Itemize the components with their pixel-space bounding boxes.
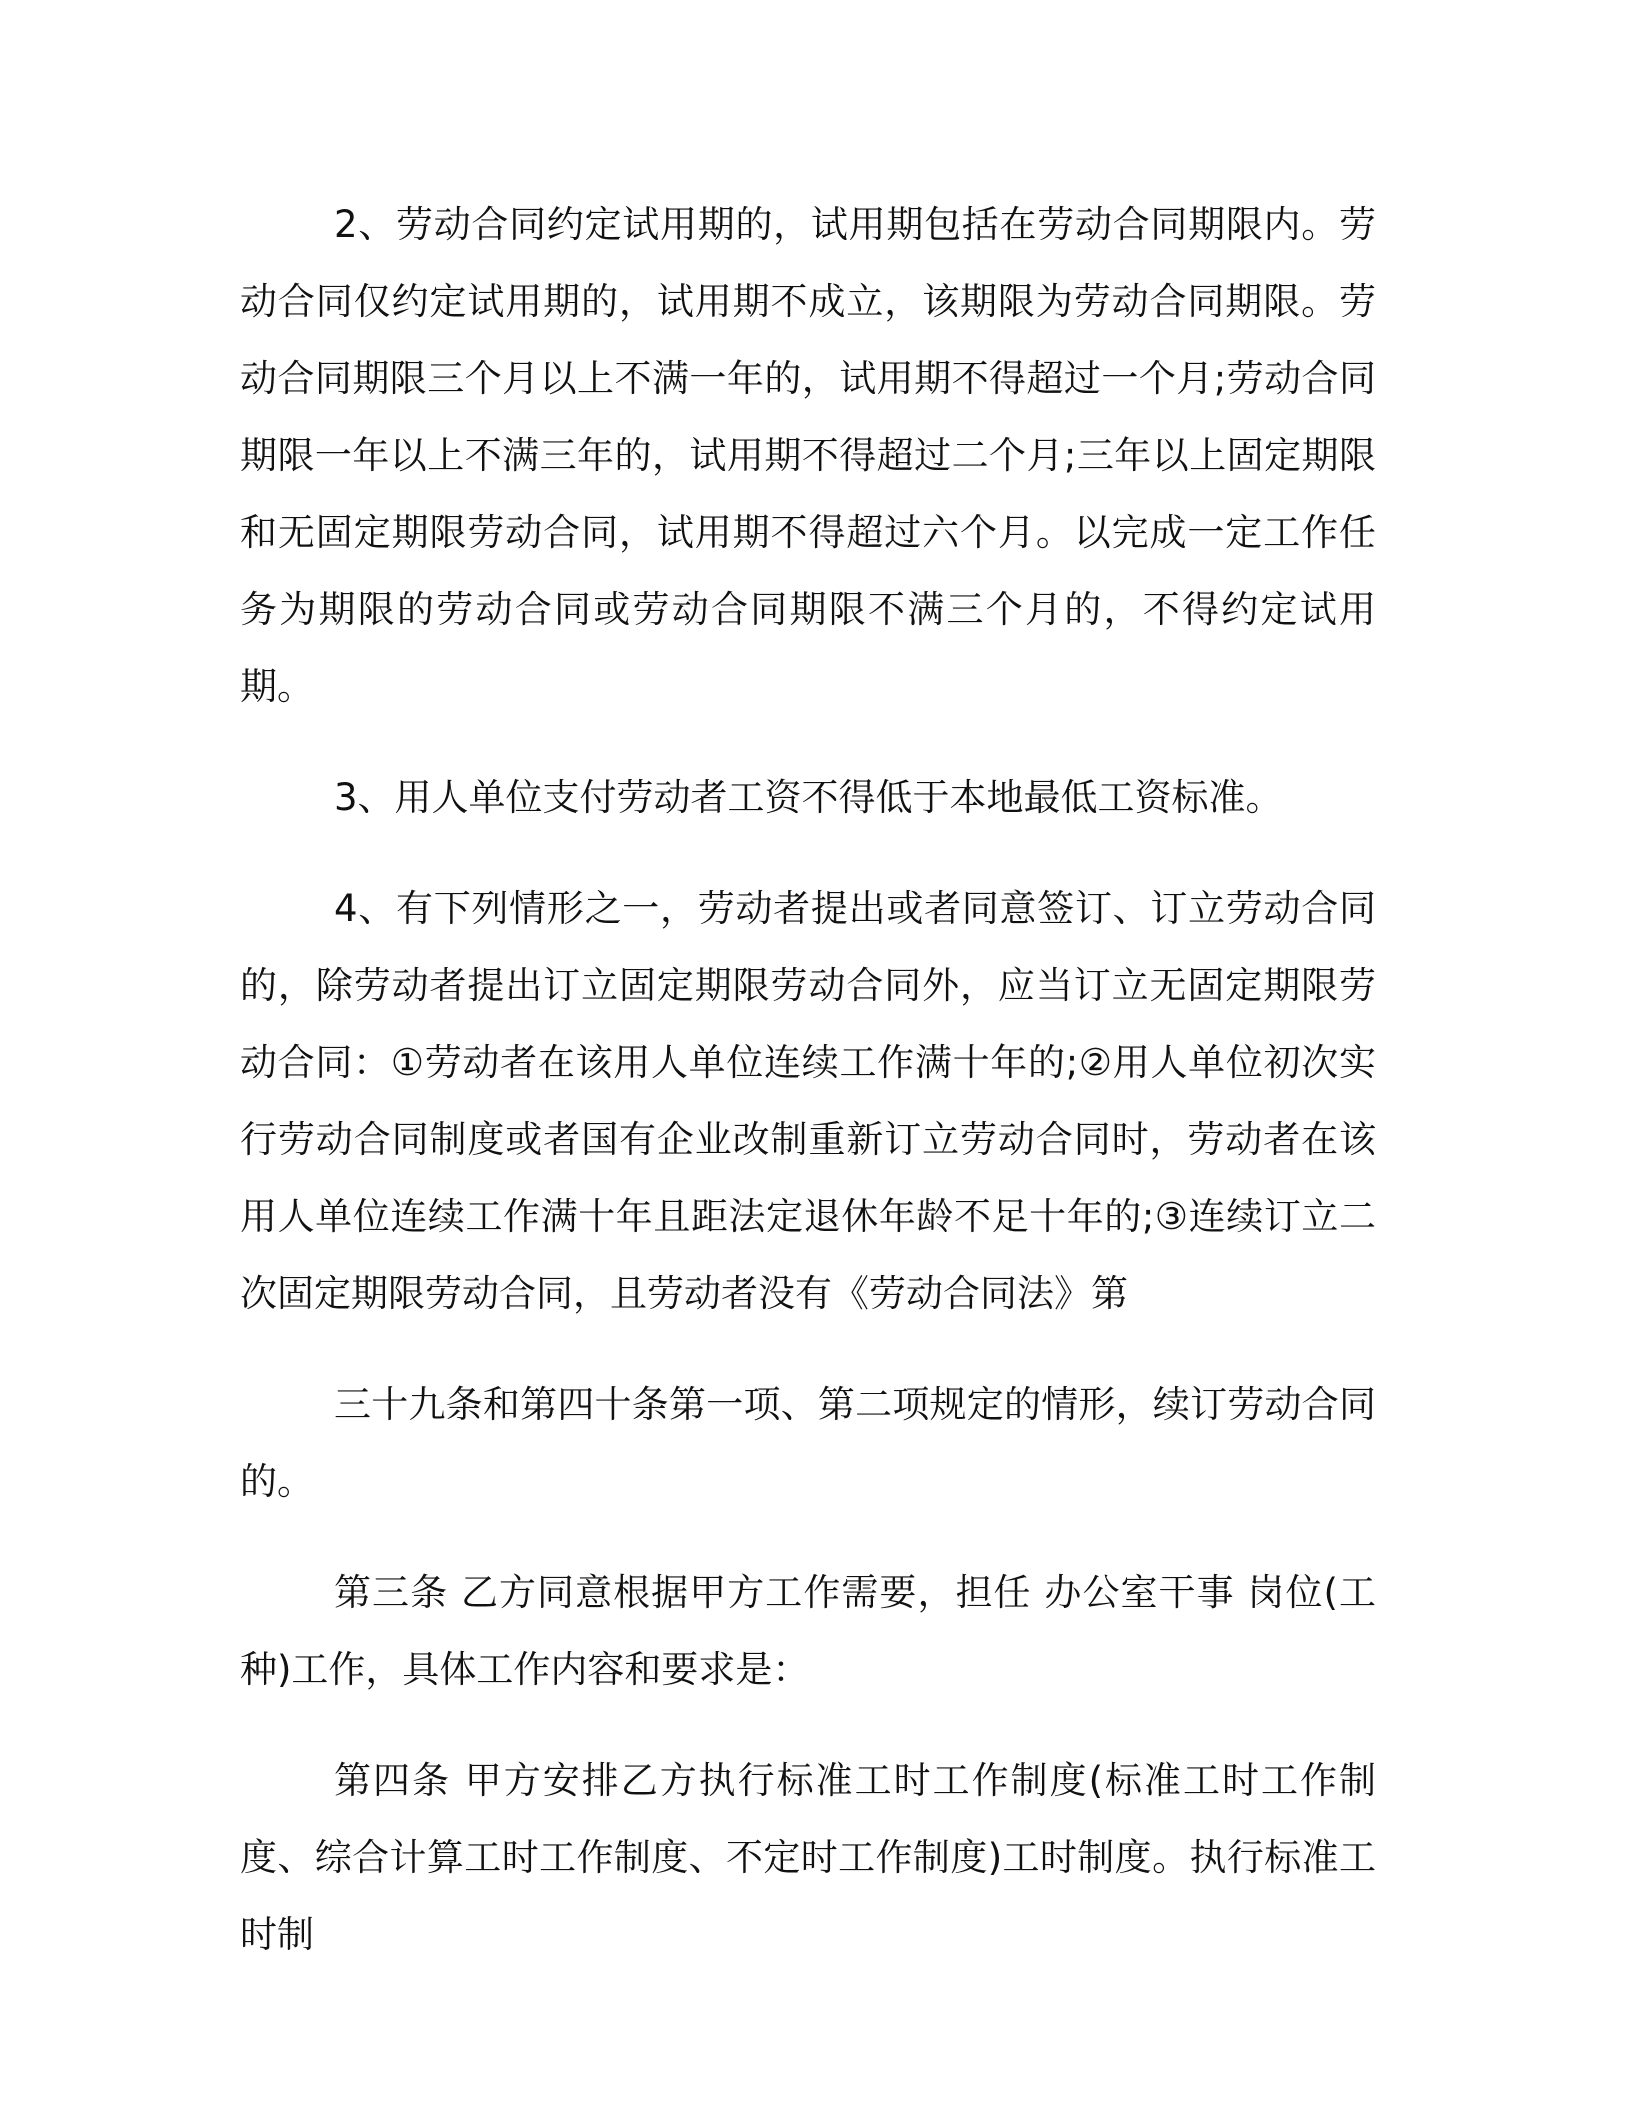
document-body [240,186,1376,1973]
paragraph-minimum-wage: 3、用人单位支付劳动者工资不得低于本地最低工资标准。 [334,776,1283,819]
paragraph-renewal-conditions: 三十九条和第四十条第一项、第二项规定的情形，续订劳动合同的。 [240,1383,1376,1503]
paragraph-open-ended-contract: 4、有下列情形之一，劳动者提出或者同意签订、订立劳动合同的，除劳动者提出订立固定期限劳动合同外，应当订立无固定期限劳动合同：①劳动者在该用人单位连续工作满十年的;②用人单位初次实行劳动合同制度或者国有企业改制重新订立劳动合同时，劳动者在该用人单位连续工作满十年且距法定退休年龄不足十年的;③连续订立二次固定期限劳动合同，且劳动者没有《劳动合同法》第 [240,887,1376,1315]
paragraph-article-four: 第四条 甲方安排乙方执行标准工时工作制度(标准工时工作制度、综合计算工时工作制度、不定时工作制度)工时制度。执行标准工时制 [240,1759,1376,1956]
paragraph-article-three: 第三条 乙方同意根据甲方工作需要，担任 办公室干事 岗位(工种)工作，具体工作内容和要求是： [240,1571,1376,1691]
paragraph-trial-period: 2、劳动合同约定试用期的，试用期包括在劳动合同期限内。劳动合同仅约定试用期的，试用期不成立，该期限为劳动合同期限。劳动合同期限三个月以上不满一年的，试用期不得超过一个月;劳动合同期限一年以上不满三年的，试用期不得超过二个月;三年以上固定期限和无固定期限劳动合同，试用期不得超过六个月。以完成一定工作任务为期限的劳动合同或劳动合同期限不满三个月的，不得约定试用期。 [240,203,1376,708]
